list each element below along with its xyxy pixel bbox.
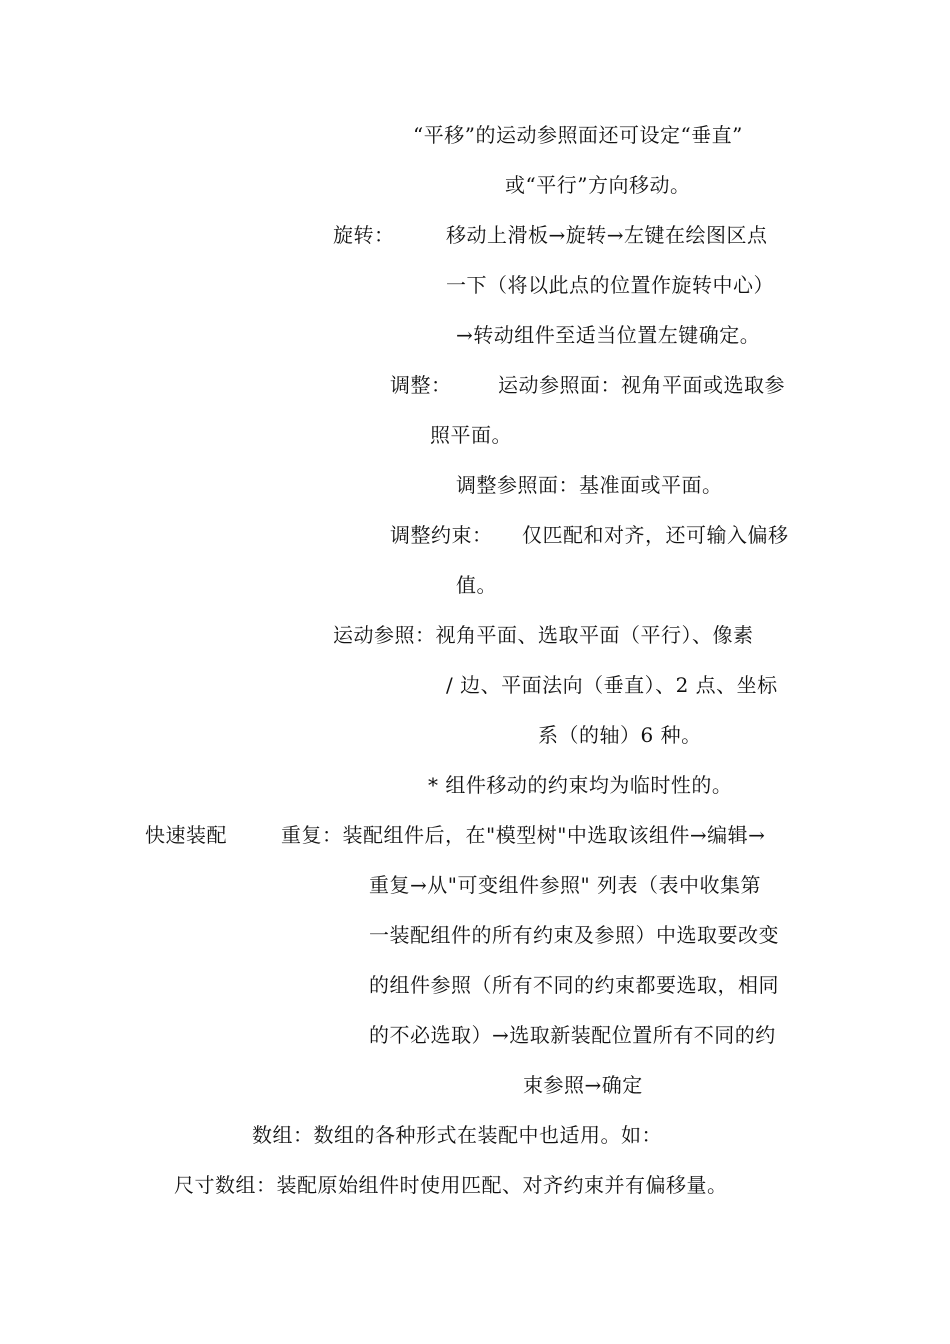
text-line-dimension-array: 尺寸数组：装配原始组件时使用匹配、对齐约束并有偏移量。 bbox=[174, 1173, 728, 1197]
text-line-adjust-ref: 调整参照面：基准面或平面。 bbox=[456, 473, 723, 497]
text-line-adjust-1: 运动参照面：视角平面或选取参 bbox=[498, 373, 785, 397]
text-line-rotate-3: →转动组件至适当位置左键确定。 bbox=[456, 323, 761, 347]
text-line-repeat-5: 的不必选取）→选取新装配位置所有不同的约 bbox=[369, 1023, 776, 1047]
text-line-note-temporary: * 组件移动的约束均为临时性的。 bbox=[428, 773, 733, 797]
text-line-repeat-1: 重复：装配组件后，在"模型树"中选取该组件→编辑→ bbox=[281, 823, 766, 847]
text-line-rotate-1: 移动上滑板→旋转→左键在绘图区点 bbox=[446, 223, 768, 247]
text-line-adjust-2: 照平面。 bbox=[430, 423, 512, 447]
text-line-motion-ref-1: 运动参照：视角平面、选取平面（平行）、像素 bbox=[333, 623, 754, 647]
label-adjust-constraint: 调整约束： bbox=[390, 523, 493, 547]
label-rotate: 旋转： bbox=[333, 223, 395, 247]
text-line-translate-note: “平移”的运动参照面还可设定“垂直” bbox=[413, 123, 743, 147]
text-line-constraint-2: 值。 bbox=[456, 573, 497, 597]
label-quick-assembly: 快速装配 bbox=[145, 823, 227, 847]
label-adjust: 调整： bbox=[390, 373, 452, 397]
text-line-motion-ref-3: 系（的轴）6 种。 bbox=[538, 723, 702, 747]
text-line-repeat-3: 一装配组件的所有约束及参照）中选取要改变 bbox=[369, 923, 779, 947]
text-line-translate-direction: 或“平行”方向移动。 bbox=[505, 173, 691, 197]
text-line-repeat-2: 重复→从"可变组件参照" 列表（表中收集第 bbox=[369, 873, 762, 897]
text-line-array: 数组：数组的各种形式在装配中也适用。如： bbox=[252, 1123, 662, 1147]
text-line-repeat-6: 束参照→确定 bbox=[523, 1073, 643, 1097]
text-line-motion-ref-2: / 边、平面法向（垂直）、2 点、坐标 bbox=[446, 673, 778, 697]
text-line-rotate-2: 一下（将以此点的位置作旋转中心） bbox=[446, 273, 774, 297]
text-line-constraint-1: 仅匹配和对齐，还可输入偏移 bbox=[522, 523, 789, 547]
text-line-repeat-4: 的组件参照（所有不同的约束都要选取，相同 bbox=[369, 973, 779, 997]
